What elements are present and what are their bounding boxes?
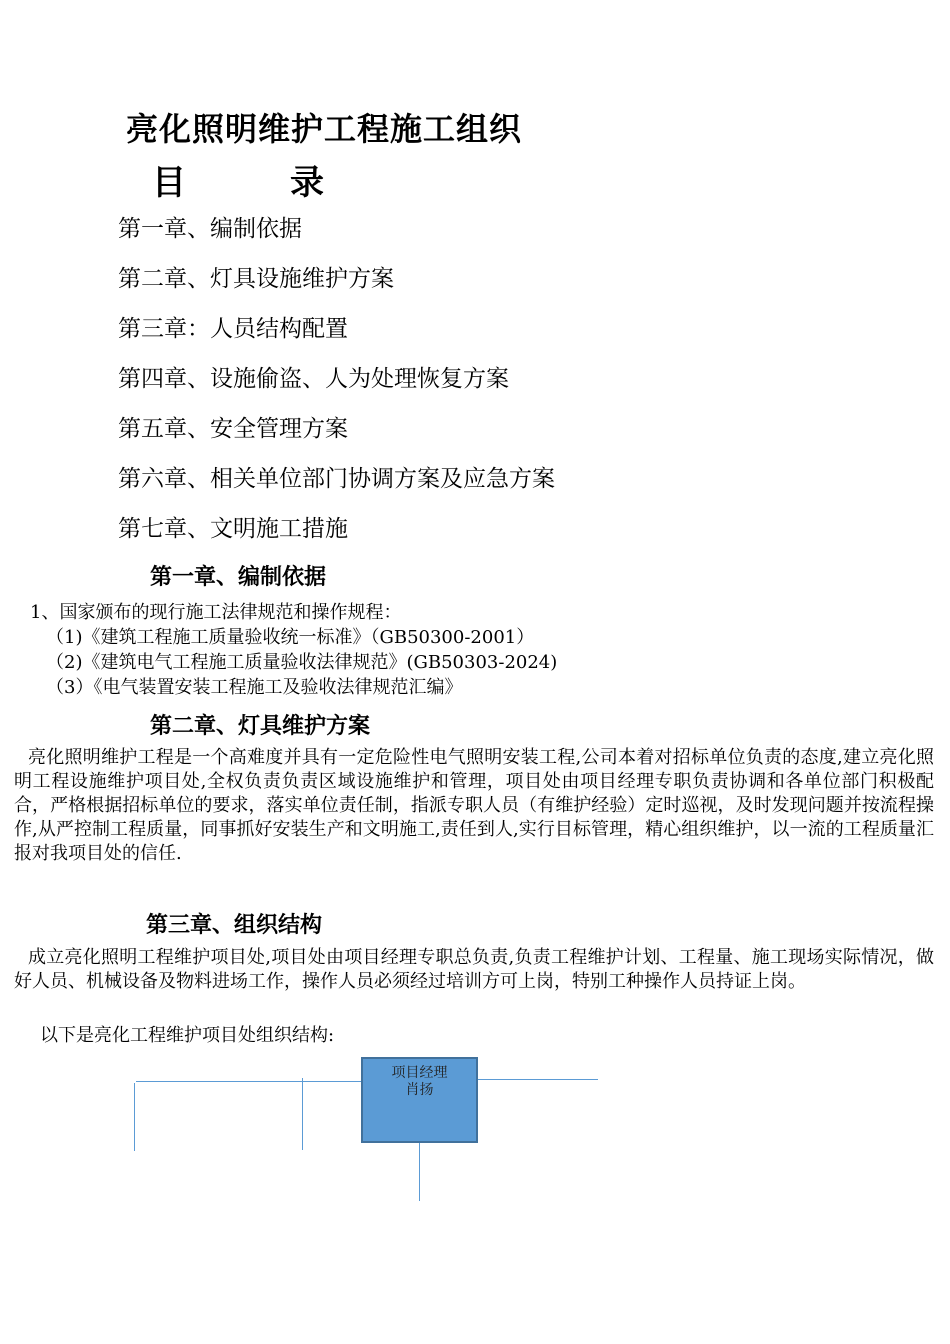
chapter1-heading: 第一章、编制依据 (150, 565, 327, 590)
chapter2-body: 亮化照明维护工程是一个高难度并具有一定危险性电气照明安装工程,公司本着对招标单位负责的态度,建立亮化照明工程设施维护项目处,全权负责负责区域设施维护和管理，项目处由项目经理专职负责协调和各单位部门积极配合，严格根据招标单位的要求，落实单位责任制，指派专职人员（有维护经验）定时巡视，及时发现问题并按流程操作,从严控制工程质量，同事抓好安装生产和文明施工,责任到人,实行目标管理，精心组织维护，以一流的工程质量汇报对我项目处的信任. (14, 747, 934, 864)
toc-heading-right: 录 (290, 163, 324, 203)
org-chart-intro: 以下是亮化工程维护项目处组织结构: (40, 1025, 335, 1046)
org-line (134, 1083, 135, 1151)
toc-item: 第七章、文明施工措施 (118, 516, 348, 542)
toc-item: 第五章、安全管理方案 (118, 416, 348, 442)
chapter1-intro: 1、国家颁布的现行施工法律规范和操作规程： (30, 602, 402, 623)
toc-item: 第三章：人员结构配置 (118, 316, 348, 342)
chapter1-item: （3）《电气装置安装工程施工及验收法律规范汇编》 (46, 677, 463, 698)
toc-item: 第二章、灯具设施维护方案 (118, 266, 394, 292)
toc-item: 第四章、设施偷盗、人为处理恢复方案 (118, 366, 509, 392)
org-line (302, 1078, 303, 1150)
toc-item: 第一章、编制依据 (118, 216, 302, 242)
chapter2-heading: 第二章、灯具维护方案 (150, 714, 371, 739)
org-line (419, 1143, 420, 1201)
chapter1-item: （2)《建筑电气工程施工质量验收法律规范》(GB50303-2024) (46, 652, 558, 673)
chapter1-item: （1)《建筑工程施工质量验收统一标准》（GB50300-2001） (46, 627, 535, 648)
toc-heading (152, 155, 324, 204)
toc-item: 第六章、相关单位部门协调方案及应急方案 (118, 466, 555, 492)
document-title: 亮化照明维护工程施工组织 (126, 110, 523, 148)
toc-heading-left: 目 (152, 163, 186, 203)
org-box-project-manager (361, 1057, 478, 1143)
chapter3-body: 成立亮化照明工程维护项目处,项目处由项目经理专职总负责,负责工程维护计划、工程量、施工现场实际情况，做好人员、机械设备及物料进场工作，操作人员必须经过培训方可上岗，特别工种操作人员持证上岗。 (14, 947, 934, 992)
org-line (136, 1081, 362, 1082)
chapter3-heading: 第三章、组织结构 (146, 913, 323, 938)
org-box-name: 肖扬 (405, 1082, 434, 1098)
org-box-title: 项目经理 (391, 1065, 448, 1081)
org-line (478, 1079, 598, 1080)
